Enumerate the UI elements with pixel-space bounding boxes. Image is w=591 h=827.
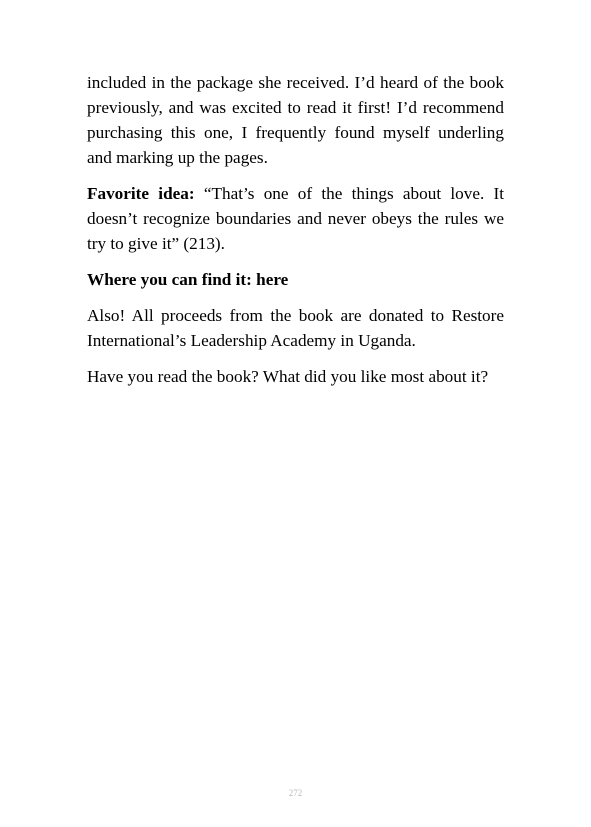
favorite-idea-label: Favorite idea: xyxy=(87,184,195,203)
page-body xyxy=(87,70,504,400)
favorite-idea-quote: “That’s one of the things about love. It doesn’t recognize boundaries and never obeys the rules we try to give it” (213). xyxy=(87,184,505,253)
page-number: 272 xyxy=(288,788,303,798)
paragraph-where-to-find: Where you can find it: here xyxy=(87,270,289,289)
paragraph-question: Have you read the book? What did you like most about it? xyxy=(87,367,489,386)
paragraph-package: included in the package she received. I’d heard of the book previously, and was excited to read it first! I’d recommend purchasing this one, I frequently found myself underling and marking up the pages. xyxy=(87,73,504,167)
paragraph-proceeds: Also! All proceeds from the book are donated to Restore International’s Leadership Academy in Uganda. xyxy=(87,306,504,350)
paragraph-favorite-idea xyxy=(87,181,504,256)
